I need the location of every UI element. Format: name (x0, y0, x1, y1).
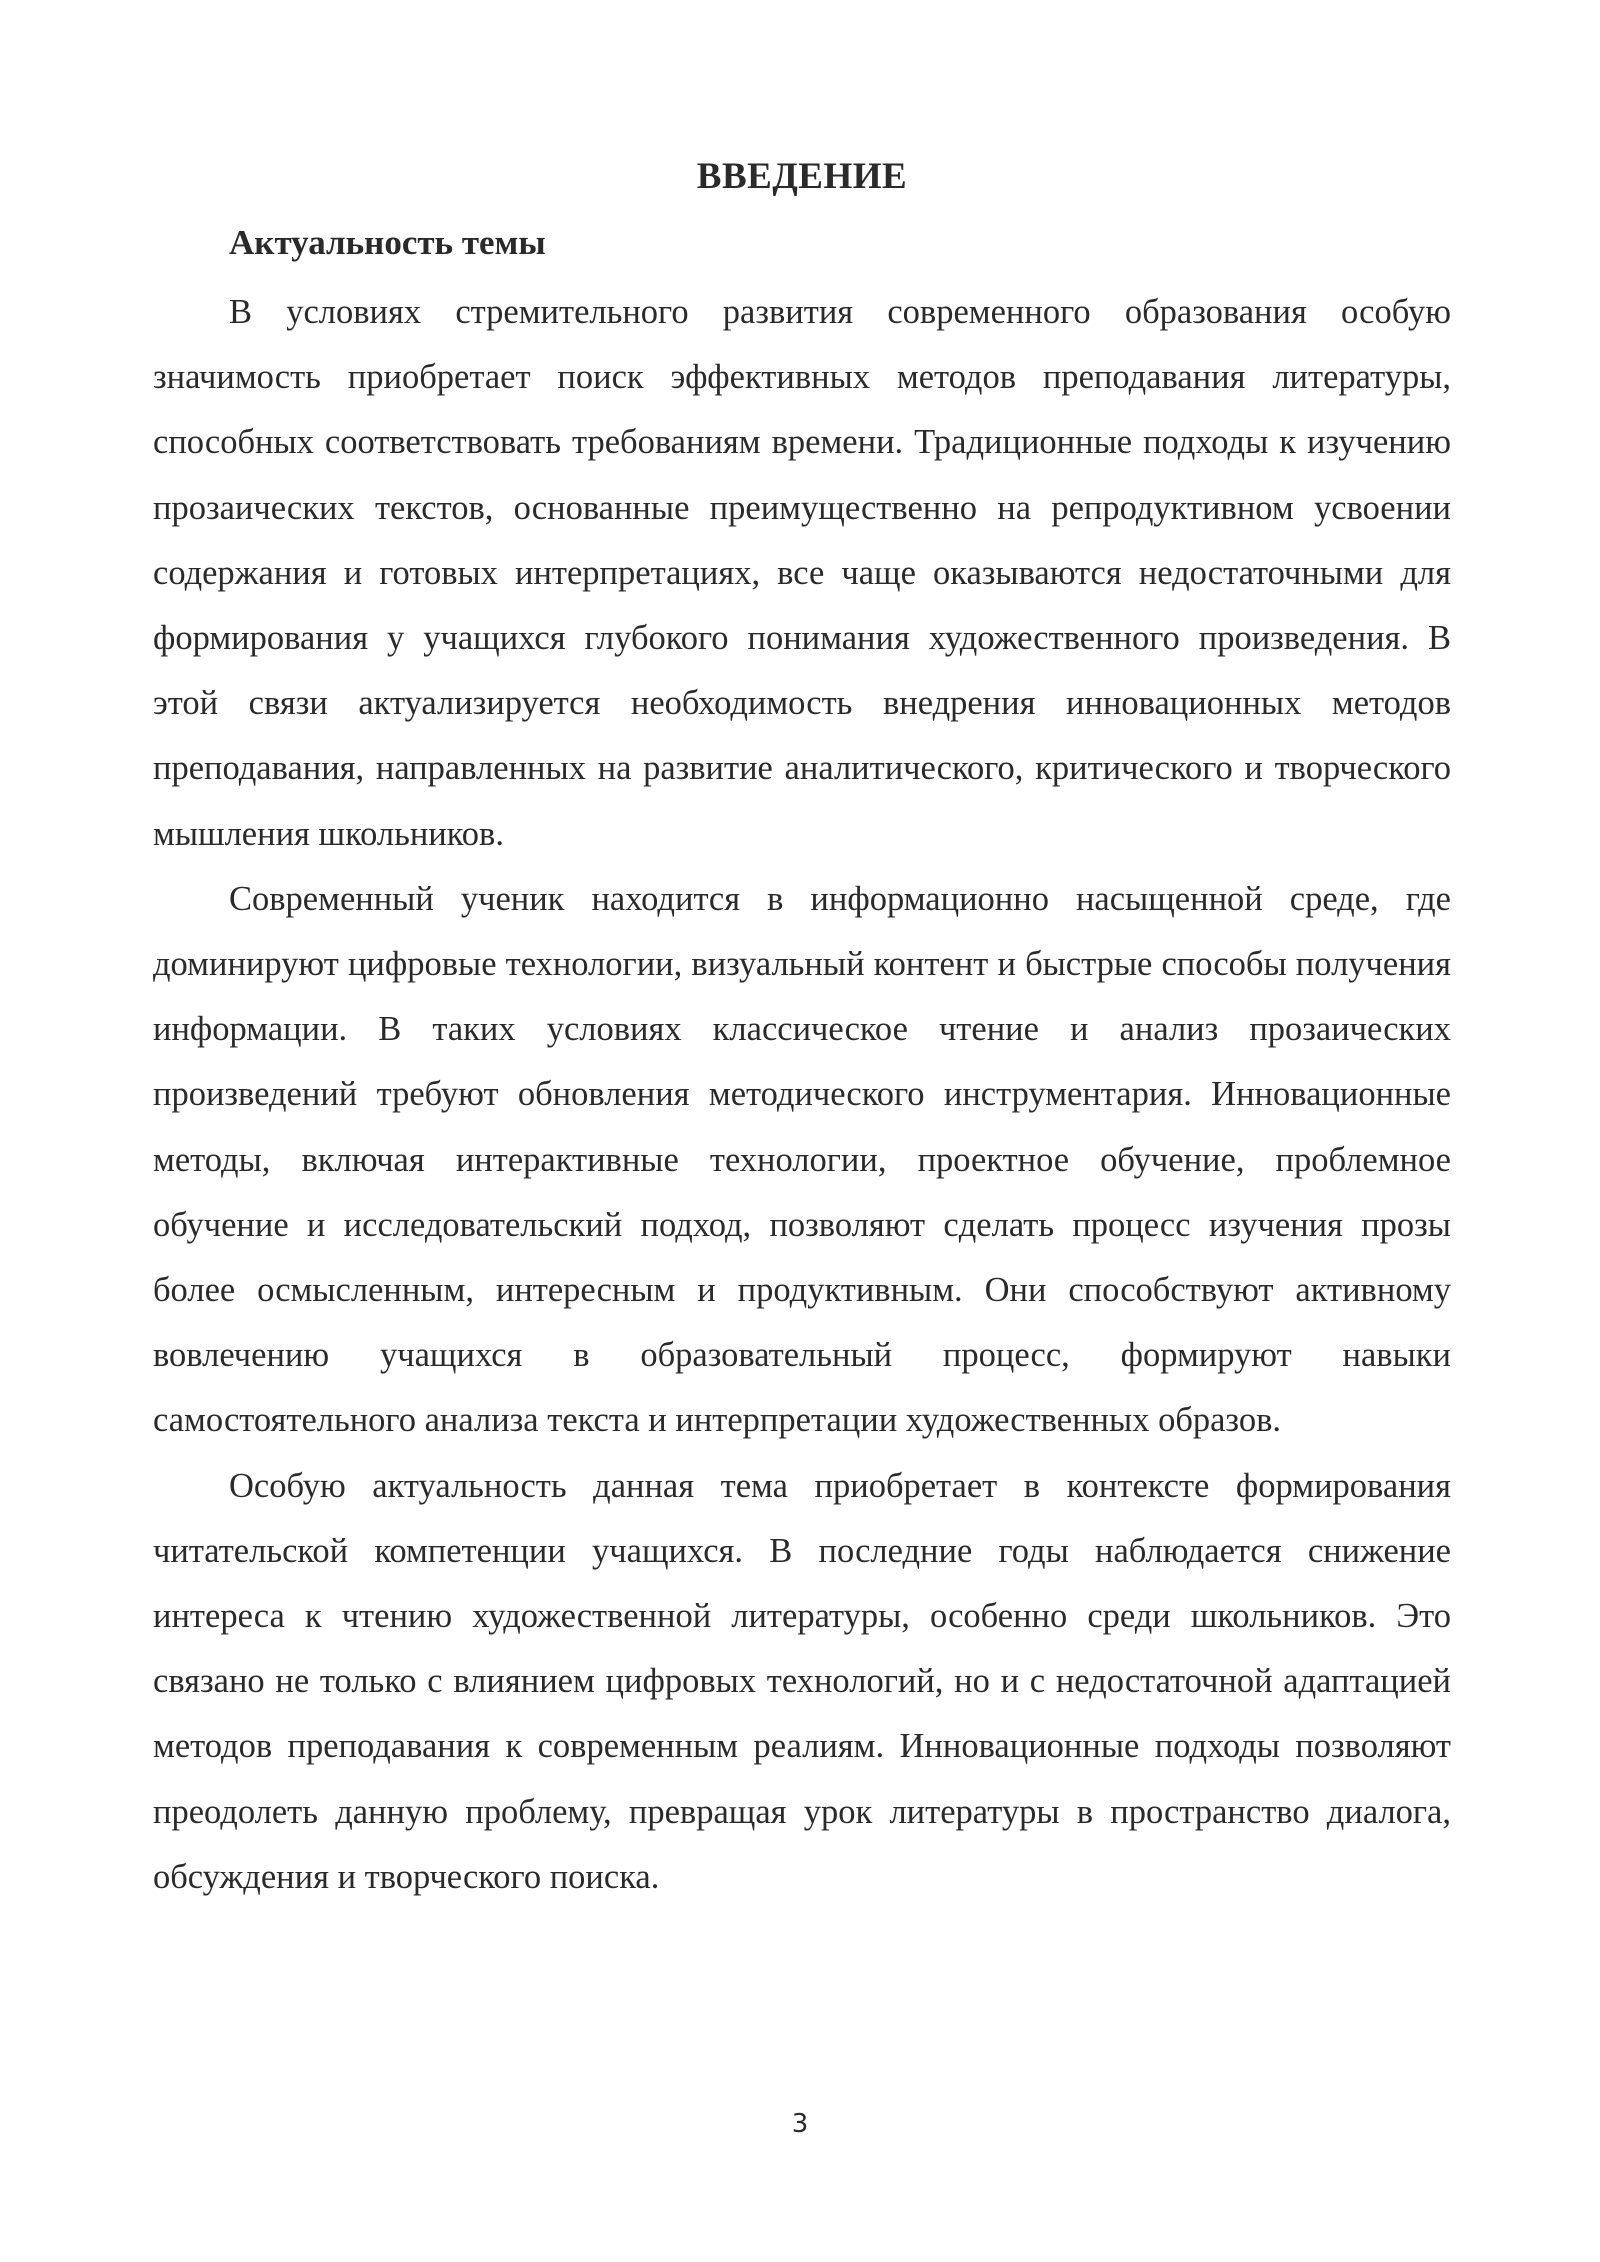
document-title: ВВЕДЕНИЕ (696, 156, 908, 197)
paragraph-2: Современный ученик находится в информационно насыщенной среде, где доминируют цифровые технологии, визуальный контент и быстрые способы получения информации. В таких условиях классическое чтение и анализ прозаических произведений требуют обновления методического инструментария. Инновационные методы, включая интерактивные технологии, проектное обучение, проблемное обучение и исследовательский подход, позволяют сделать процесс изучения прозы более осмысленным, интересным и продуктивным. Они способствуют активному вовлечению учащихся в образовательный процесс, формируют навыки самостоятельного анализа текста и интерпретации художественных образов. (153, 879, 1451, 1440)
page-number: 3 (791, 2109, 809, 2139)
section-heading: Актуальность темы (229, 223, 546, 262)
page-content (153, 150, 1451, 1910)
paragraph-3: Особую актуальность данная тема приобретает в контексте формирования читательской компетенции учащихся. В последние годы наблюдается снижение интереса к чтению художественной литературы, особенно среди школьников. Это связано не только с влиянием цифровых технологий, но и с недостаточной адаптацией методов преподавания к современным реалиям. Инновационные подходы позволяют преодолеть данную проблему, превращая урок литературы в пространство диалога, обсуждения и творческого поиска. (153, 1466, 1451, 1896)
paragraph-1: В условиях стремительного развития современного образования особую значимость приобретает поиск эффективных методов преподавания литературы, способных соответствовать требованиям времени. Традиционные подходы к изучению прозаических текстов, основанные преимущественно на репродуктивном усвоении содержания и готовых интерпретациях, все чаще оказываются недостаточными для формирования у учащихся глубокого понимания художественного произведения. В этой связи актуализируется необходимость внедрения инновационных методов преподавания, направленных на развитие аналитического, критического и творческого мышления школьников. (153, 293, 1451, 853)
